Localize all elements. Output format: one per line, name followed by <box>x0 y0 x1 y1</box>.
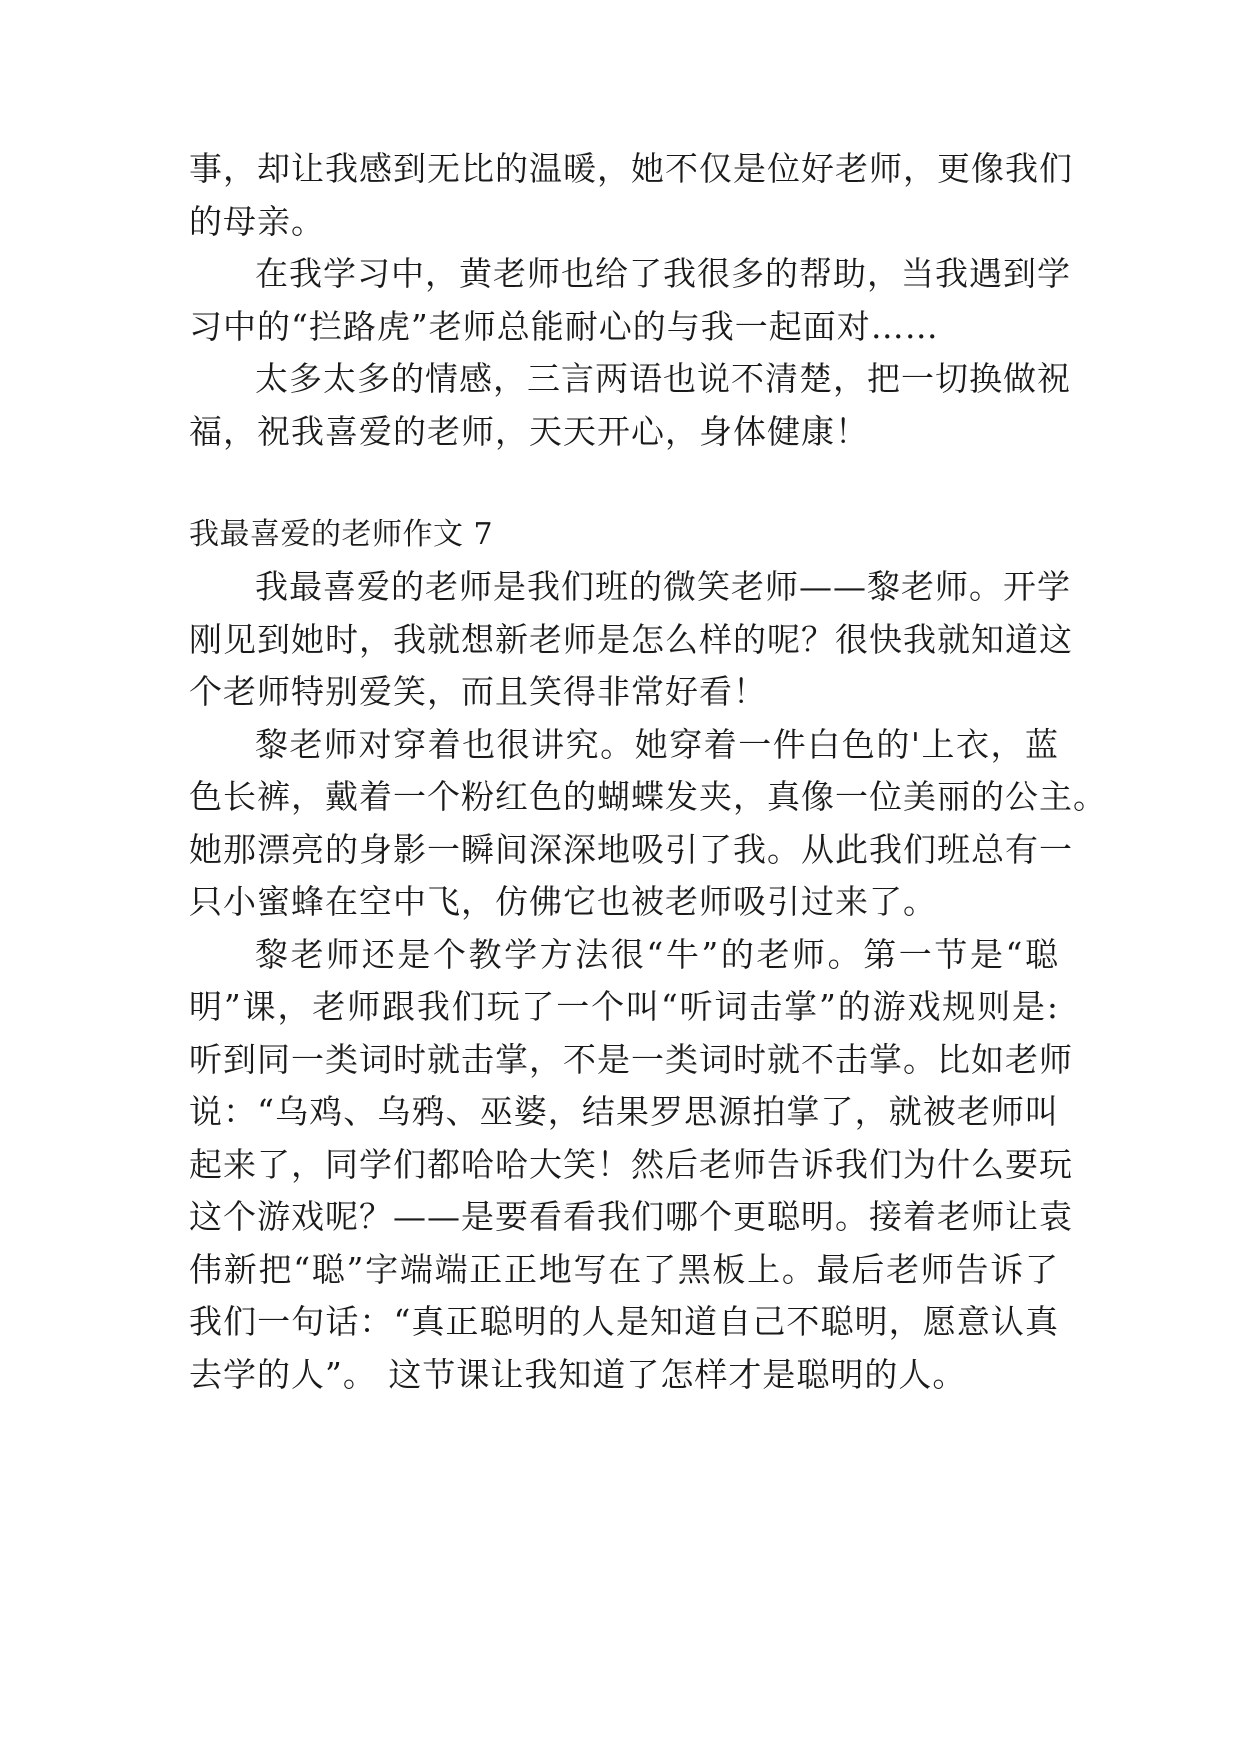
paragraph-2-line-1: 在我学习中，黄老师也给了我很多的帮助，当我遇到学 <box>255 254 1071 293</box>
paragraph-6-line-5: 起来了，同学们都哈哈大笑！然后老师告诉我们为什么要玩 <box>189 1145 1073 1184</box>
paragraph-5-line-1: 黎老师对穿着也很讲究。她穿着一件白色的'上衣，蓝 <box>255 725 1059 764</box>
paragraph-6-line-1: 黎老师还是个教学方法很“牛”的老师。第一节是“聪 <box>255 935 1059 974</box>
paragraph-4-line-1: 我最喜爱的老师是我们班的微笑老师——黎老师。开学 <box>255 567 1071 606</box>
paragraph-6-line-7: 伟新把“聪”字端端正正地写在了黑板上。最后老师告诉了 <box>189 1250 1059 1289</box>
essay-title: 我最喜爱的老师作文 7 <box>189 517 494 552</box>
paragraph-4-line-2: 刚见到她时，我就想新老师是怎么样的呢？很快我就知道这 <box>189 620 1073 659</box>
paragraph-5-line-4: 只小蜜蜂在空中飞，仿佛它也被老师吸引过来了。 <box>189 882 937 921</box>
paragraph-6-line-8: 我们一句话：“真正聪明的人是知道自己不聪明，愿意认真 <box>189 1302 1059 1341</box>
paragraph-3-line-1: 太多太多的情感，三言两语也说不清楚，把一切换做祝 <box>255 359 1071 398</box>
paragraph-1-line-2: 的母亲。 <box>189 202 325 241</box>
paragraph-6-line-3: 听到同一类词时就击掌，不是一类词时就不击掌。比如老师 <box>189 1040 1073 1079</box>
paragraph-3-line-2: 福，祝我喜爱的老师，天天开心，身体健康！ <box>189 412 869 451</box>
paragraph-6-line-9: 去学的人”。 这节课让我知道了怎样才是聪明的人。 <box>189 1355 967 1394</box>
paragraph-1-line-1: 事，却让我感到无比的温暖，她不仅是位好老师，更像我们 <box>189 149 1073 188</box>
paragraph-6-line-6: 这个游戏呢？——是要看看我们哪个更聪明。接着老师让袁 <box>189 1197 1073 1236</box>
paragraph-5-line-2: 色长裤，戴着一个粉红色的蝴蝶发夹，真像一位美丽的公主。 <box>189 777 1107 816</box>
paragraph-6-line-4: 说：“乌鸡、乌鸦、巫婆，结果罗思源拍掌了，就被老师叫 <box>189 1092 1059 1131</box>
paragraph-6-line-2: 明”课，老师跟我们玩了一个叫“听词击掌”的游戏规则是: <box>189 987 1059 1026</box>
paragraph-2-line-2: 习中的“拦路虎”老师总能耐心的与我一起面对…… <box>189 307 939 346</box>
paragraph-4-line-3: 个老师特别爱笑，而且笑得非常好看！ <box>189 672 767 711</box>
paragraph-5-line-3: 她那漂亮的身影一瞬间深深地吸引了我。从此我们班总有一 <box>189 830 1073 869</box>
